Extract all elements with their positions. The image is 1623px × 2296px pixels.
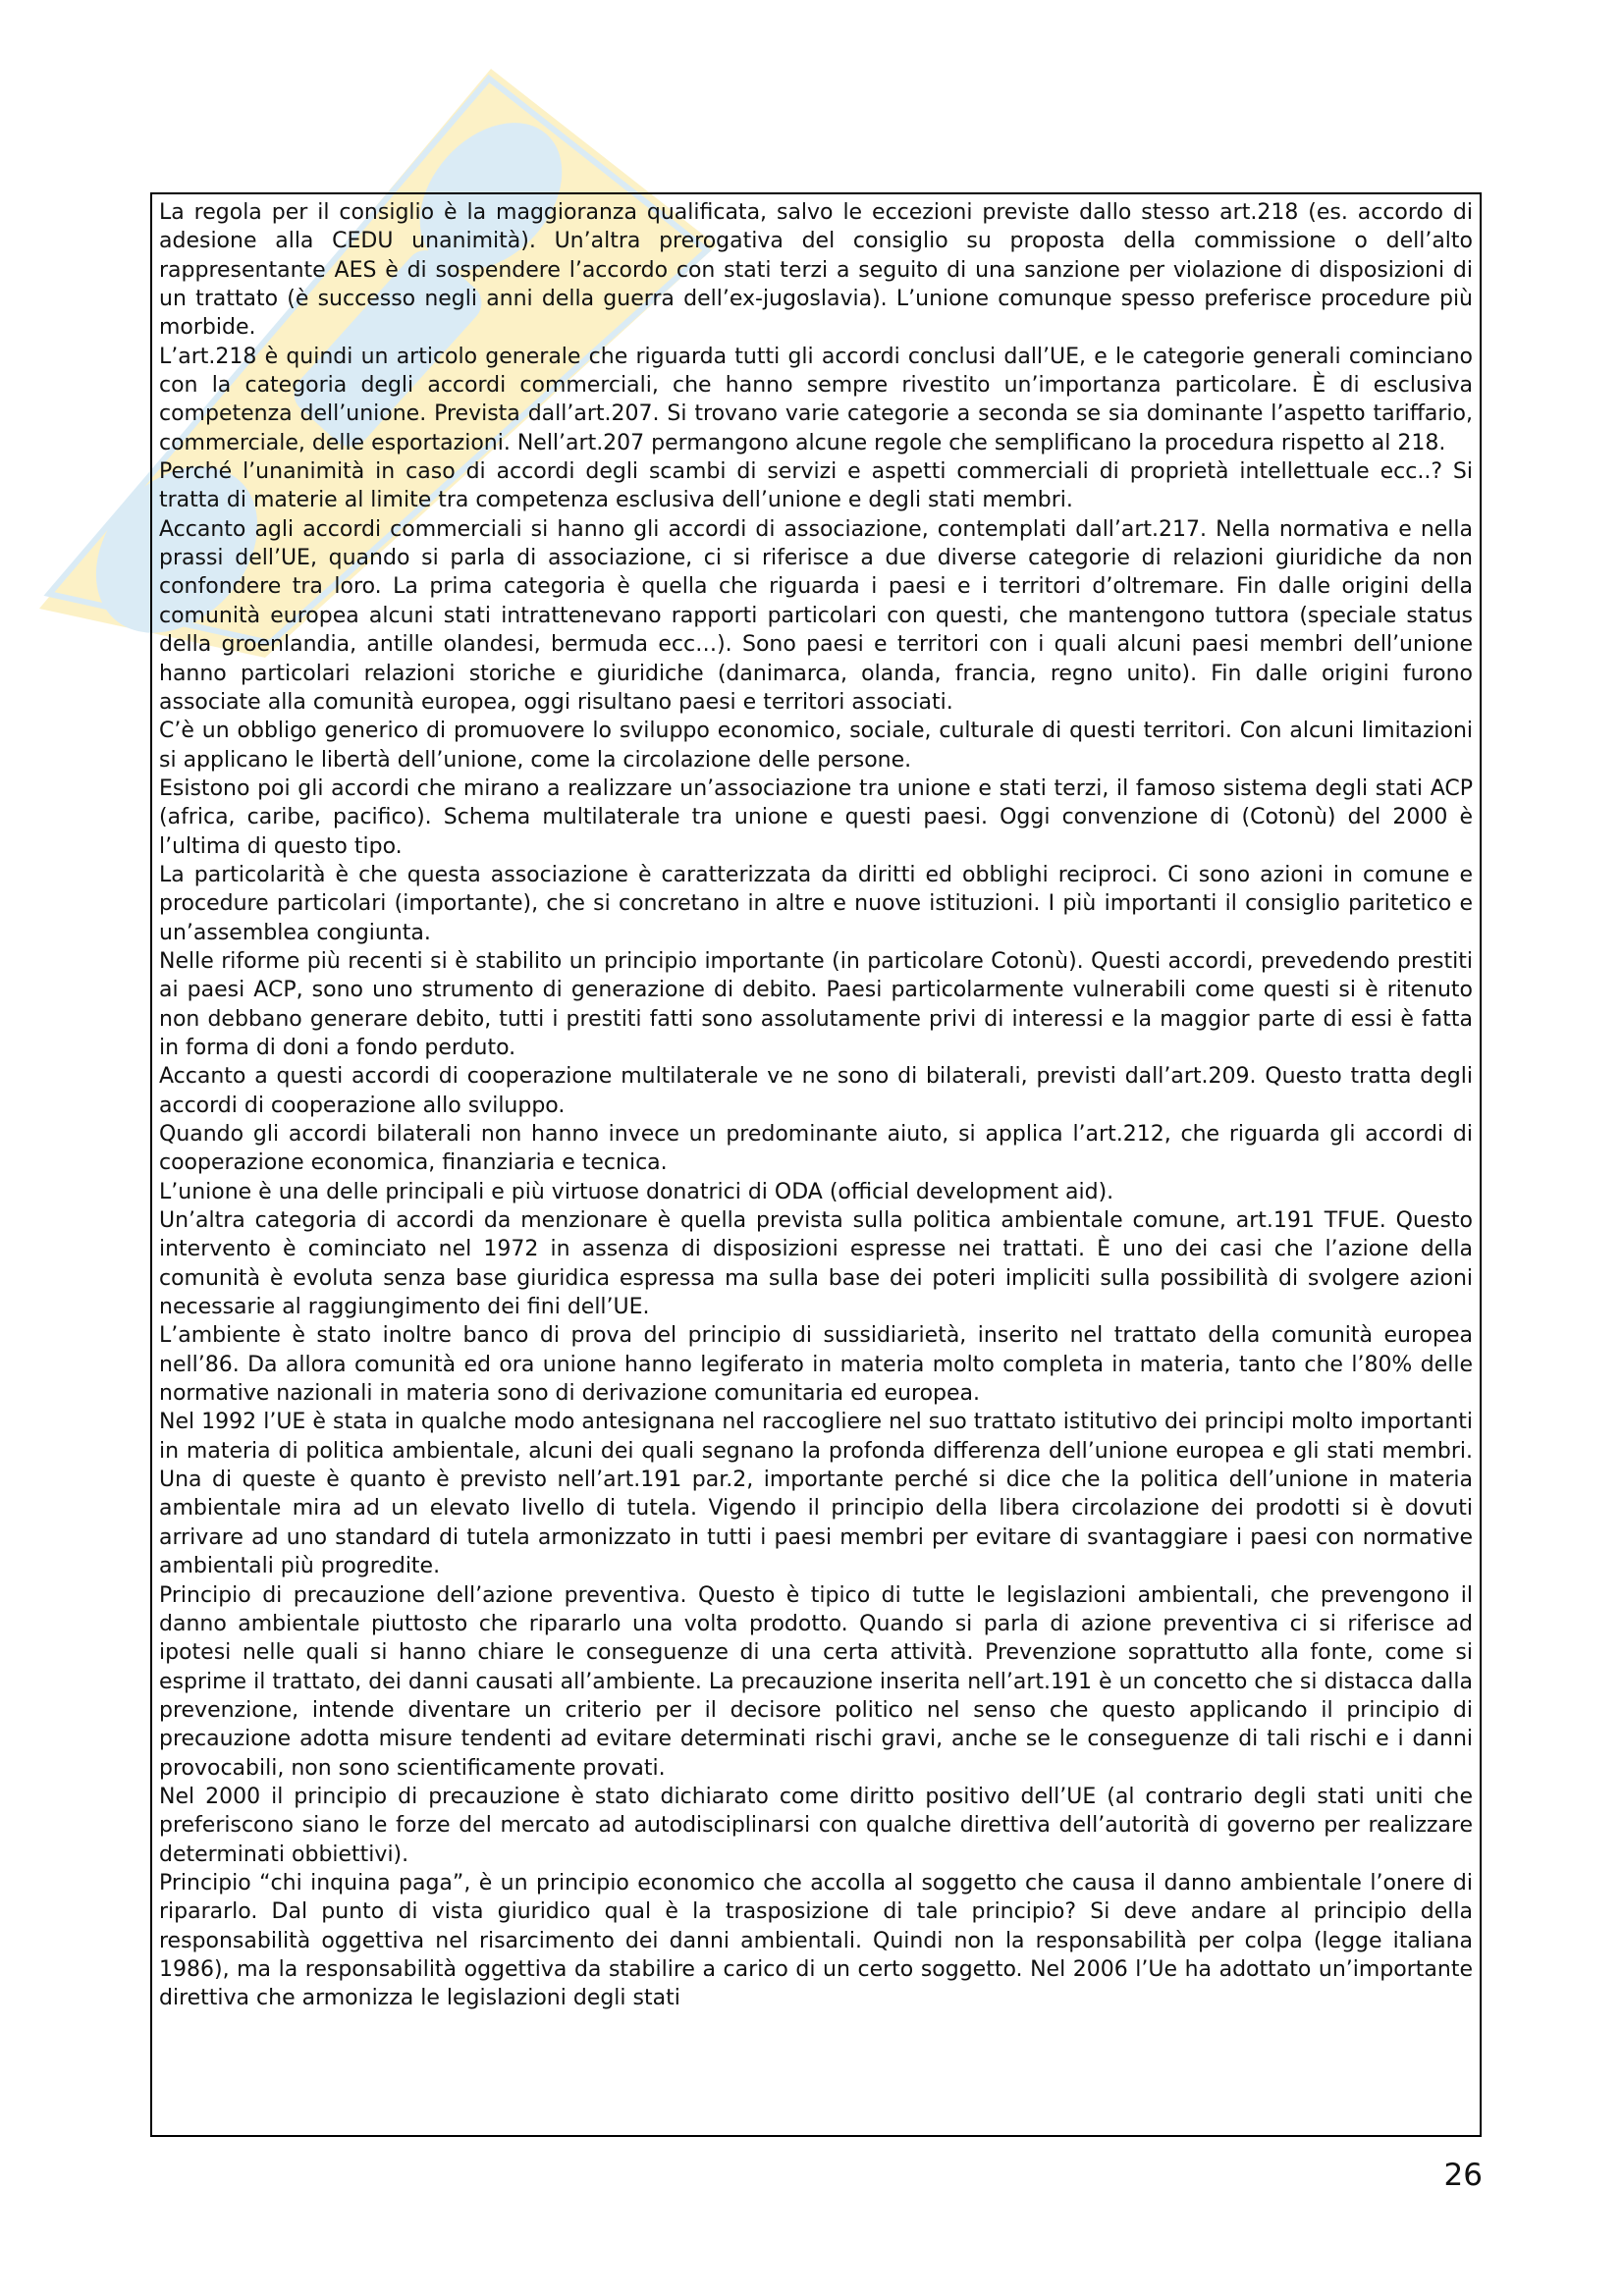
paragraph: Accanto a questi accordi di cooperazione multilaterale ve ne sono di bilaterali, previsti dall’art.209. Questo tratta degli accordi di cooperazione allo sviluppo. (159, 1064, 1473, 1118)
paragraph: Perché l’unanimità in caso di accordi degli scambi di servizi e aspetti commerciali di proprietà intellettuale ecc..? Si tratta di materie al limite tra competenza esclusiva dell’unione e degli stati membri. (159, 459, 1473, 513)
paragraph: Esistono poi gli accordi che mirano a realizzare un’associazione tra unione e stati terzi, il famoso sistema degli stati ACP (africa, caribe, pacifico). Schema multilaterale tra unione e questi paesi. Oggi convenzione di (Cotonù) del 2000 è l’ultima di questo tipo. (159, 775, 1473, 859)
page-number: 26 (1443, 2158, 1483, 2193)
paragraph: La regola per il consiglio è la maggioranza qualificata, salvo le eccezioni previste dallo stesso art.218 (es. accordo di adesione alla CEDU unanimità). Un’altra prerogativa del consiglio su proposta della commissione o dell’alto rappresentante AES è di sospendere l’accordo con stati terzi a seguito di una sanzione per violazione di disposizioni di un trattato (è successo negli anni della guerra dell’ex-jugoslavia). L’unione comunque spesso preferisce procedure più morbide. (159, 200, 1473, 341)
paragraph: Accanto agli accordi commerciali si hanno gli accordi di associazione, contemplati dall’art.217. Nella normativa e nella prassi dell’UE, quando si parla di associazione, ci si riferisce a due diverse categorie di relazioni giuridiche da non confondere tra loro. La prima categoria è quella che riguarda i paesi e i territori d’oltremare. Fin dalle origini della comunità europea alcuni stati intrattenevano rapporti particolari con questi, che mantengono tuttora (speciale status della groenlandia, antille olandesi, bermuda ecc…). Sono paesi e territori con i quali alcuni paesi membri dell’unione hanno particolari relazioni storiche e giuridiche (danimarca, olanda, francia, regno unito). Fin dalle origini furono associate alla comunità europea, oggi risultano paesi e territori associati. (159, 516, 1473, 715)
paragraph: La particolarità è che questa associazione è caratterizzata da diritti ed obblighi reciproci. Ci sono azioni in comune e procedure particolari (importante), che si concretano in altre e nuove istituzioni. I più importanti il consiglio paritetico e un’assemblea congiunta. (159, 862, 1473, 945)
paragraph: Quando gli accordi bilaterali non hanno invece un predominante aiuto, si applica l’art.212, che riguarda gli accordi di cooperazione economica, finanziaria e tecnica. (159, 1122, 1473, 1176)
paragraph: Nel 1992 l’UE è stata in qualche modo antesignana nel raccogliere nel suo trattato istitutivo dei principi molto importanti in materia di politica ambientale, alcuni dei quali segnano la profonda differenza dell’unione europea e gli stati membri. Una di queste è quanto è previsto nell’art.191 par.2, importante perché si dice che la politica dell’unione in materia ambientale mira ad un elevato livello di tutela. Vigendo il principio della libera circolazione dei prodotti si è dovuti arrivare ad uno standard di tutela armonizzato in tutti i paesi membri per evitare di svantaggiare i paesi con normative ambientali più progredite. (159, 1410, 1473, 1579)
text-box (150, 192, 1482, 2137)
paragraph: Principio di precauzione dell’azione preventiva. Questo è tipico di tutte le legislazioni ambientali, che prevengono il danno ambientale piuttosto che ripararlo una volta prodotto. Quando si parla di azione preventiva ci si riferisce ad ipotesi nelle quali si hanno chiare le conseguenze di una certa attività. Prevenzione soprattutto alla fonte, come si esprime il trattato, dei danni causati all’ambiente. La precauzione inserita nell’art.191 è un concetto che si distacca dalla prevenzione, intende diventare un criterio per il decisore politico nel senso che questo applicando il principio di precauzione adotta misure tendenti ad evitare determinati rischi gravi, anche se le conseguenze di tali rischi e i danni provocabili, non sono scientificamente provati. (159, 1582, 1473, 1781)
paragraph: Nel 2000 il principio di precauzione è stato dichiarato come diritto positivo dell’UE (al contrario degli stati uniti che preferiscono siano le forze del mercato ad autodisciplinarsi con qualche direttiva dell’autorità di governo per realizzare determinati obbiettivi). (159, 1784, 1473, 1867)
paragraph: L’unione è una delle principali e più virtuose donatrici di ODA (official development aid). (159, 1179, 1114, 1204)
paragraph: C’è un obbligo generico di promuovere lo sviluppo economico, sociale, culturale di questi territori. Con alcuni limitazioni si applicano le libertà dell’unione, come la circolazione delle persone. (159, 719, 1473, 773)
paragraph: L’art.218 è quindi un articolo generale che riguarda tutti gli accordi conclusi dall’UE, e le categorie generali cominciano con la categoria degli accordi commerciali, che hanno sempre rivestito un’importanza particolare. È di esclusiva competenza dell’unione. Prevista dall’art.207. Si trovano varie categorie a seconda se sia dominante l’aspetto tariffario, commerciale, delle esportazioni. Nell’art.207 permangono alcune regole che semplificano la procedura rispetto al 218. (159, 344, 1473, 455)
paragraph: Principio “chi inquina paga”, è un principio economico che accolla al soggetto che causa il danno ambientale l’onere di ripararlo. Dal punto di vista giuridico qual è la trasposizione di tale principio? Si deve andare al principio della responsabilità oggettiva nel risarcimento dei danni ambientali. Quindi non la responsabilità per colpa (legge italiana 1986), ma la responsabilità oggettiva da stabilire a carico di un certo soggetto. Nel 2006 l’Ue ha adottato un’importante direttiva che armonizza le legislazioni degli stati (159, 1870, 1473, 2011)
paragraph: Nelle riforme più recenti si è stabilito un principio importante (in particolare Cotonù). Questi accordi, prevedendo prestiti ai paesi ACP, sono uno strumento di generazione di debito. Paesi particolarmente vulnerabili come questi si è ritenuto non debbano generare debito, tutti i prestiti fatti sono assolutamente privi di interessi e la maggior parte di essi è fatta in forma di doni a fondo perduto. (159, 948, 1473, 1060)
paragraph: Un’altra categoria di accordi da menzionare è quella prevista sulla politica ambientale comune, art.191 TFUE. Questo intervento è cominciato nel 1972 in assenza di disposizioni espresse nei trattati. È uno dei casi che l’azione della comunità è evoluta senza base giuridica espressa ma sulla base dei poteri impliciti sulla possibilità di svolgere azioni necessarie al raggiungimento dei fini dell’UE. (159, 1208, 1473, 1320)
paragraph: L’ambiente è stato inoltre banco di prova del principio di sussidiarietà, inserito nel trattato della comunità europea nell’86. Da allora comunità ed ora unione hanno legiferato in materia molto completa in materia, tanto che l’80% delle normative nazionali in materia sono di derivazione comunitaria ed europea. (159, 1323, 1473, 1407)
